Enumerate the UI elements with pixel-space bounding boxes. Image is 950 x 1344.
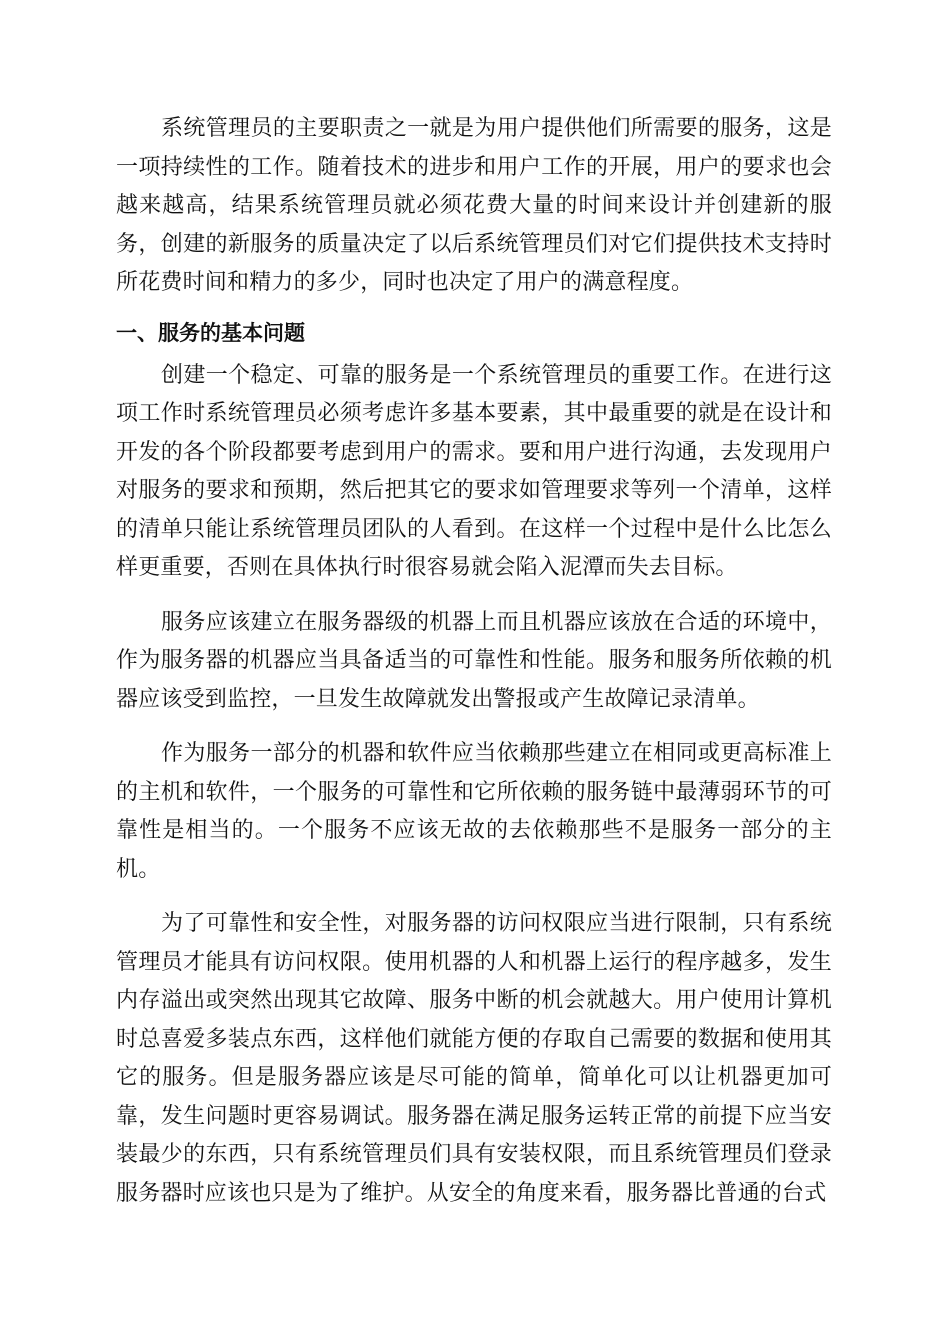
intro-paragraph: 系统管理员的主要职责之一就是为用户提供他们所需要的服务，这是一项持续性的工作。随着技术的进步和用户工作的开展，用户的要求也会越来越高，结果系统管理员就必须花费大量的时间来设计并创建新的服务，创建的新服务的质量决定了以后系统管理员们对它们提供技术支持时所花费时间和精力的多少，同时也决定了用户的满意程度。 [116, 116, 832, 295]
section-paragraph-1: 创建一个稳定、可靠的服务是一个系统管理员的重要工作。在进行这项工作时系统管理员必须考虑许多基本要素，其中最重要的就是在设计和开发的各个阶段都要考虑到用户的需求。要和用户进行沟通，去发现用户对服务的要求和预期，然后把其它的要求如管理要求等列一个清单，这样的清单只能让系统管理员团队的人看到。在这样一个过程中是什么比怎么样更重要，否则在具体执行时很容易就会陷入泥潭而失去目标。 [116, 362, 832, 580]
section-paragraph-3: 作为服务一部分的机器和软件应当依赖那些建立在相同或更高标准上的主机和软件，一个服务的可靠性和它所依赖的服务链中最薄弱环节的可靠性是相当的。一个服务不应该无故的去依赖那些不是服务一部分的主机。 [116, 741, 832, 882]
section-heading: 一、服务的基本问题 [116, 320, 305, 345]
section-paragraph-4: 为了可靠性和安全性，对服务器的访问权限应当进行限制，只有系统管理员才能具有访问权限。使用机器的人和机器上运行的程序越多，发生内存溢出或突然出现其它故障、服务中断的机会就越大。用户使用计算机时总喜爱多装点东西，这样他们就能方便的存取自己需要的数据和使用其它的服务。但是服务器应该是尽可能的简单，简单化可以让机器更加可靠，发生问题时更容易调试。服务器在满足服务运转正常的前提下应当安装最少的东西，只有系统管理员们具有安装权限，而且系统管理员们登录服务器时应该也只是为了维护。从安全的角度来看，服务器比普通的台式 [116, 911, 832, 1206]
document-page [116, 110, 832, 1213]
section-paragraph-2: 服务应该建立在服务器级的机器上而且机器应该放在合适的环境中，作为服务器的机器应当具备适当的可靠性和性能。服务和服务所依赖的机器应该受到监控，一旦发生故障就发出警报或产生故障记录清单。 [116, 609, 832, 712]
